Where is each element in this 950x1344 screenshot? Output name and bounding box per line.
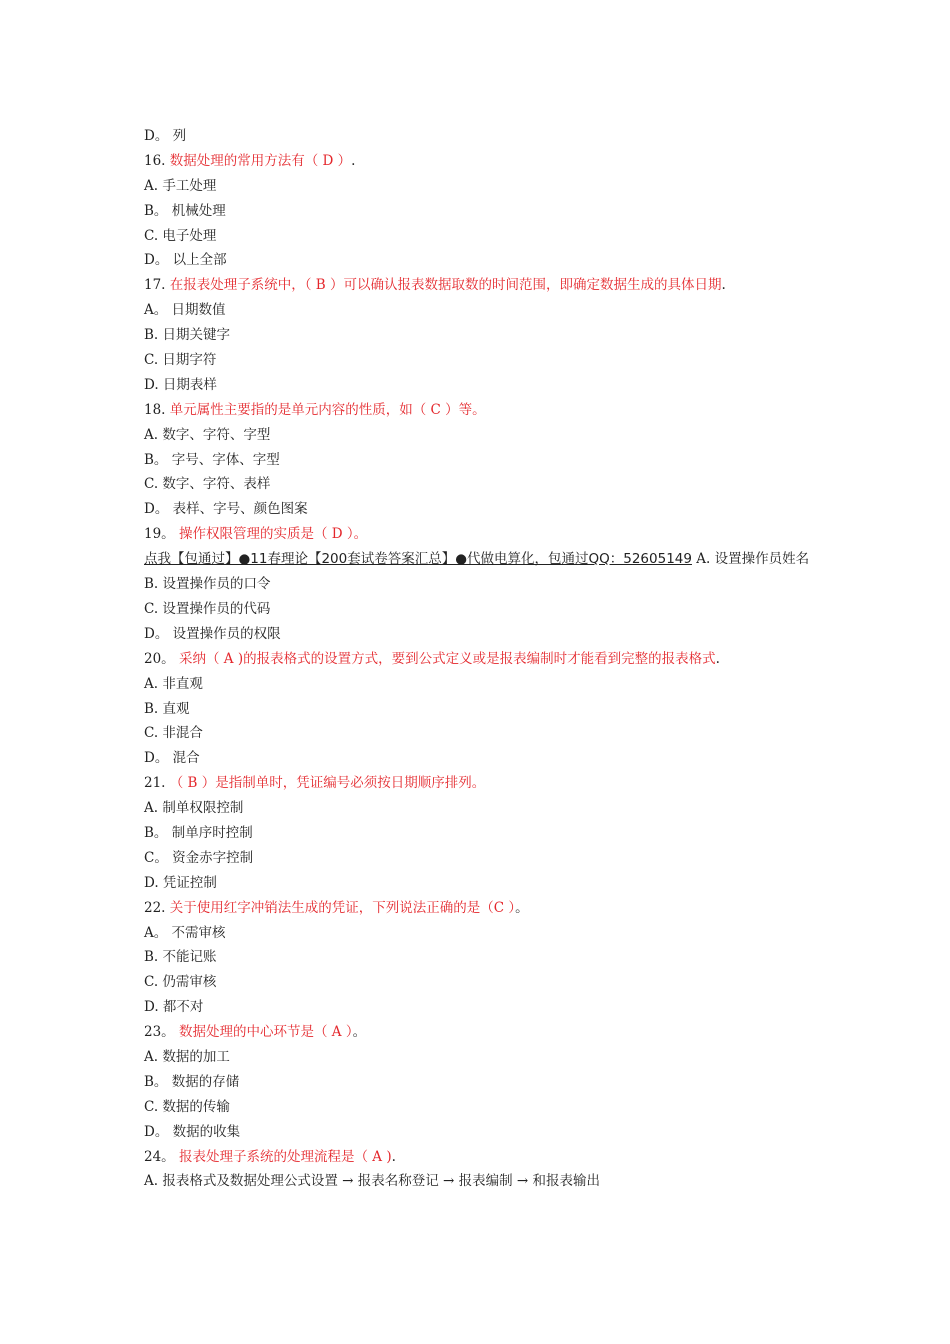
option-text: B. 设置操作员的口令 xyxy=(144,576,271,593)
option-text: B. 直观 xyxy=(144,700,190,717)
ad-link[interactable]: 点我【包通过】●11春理论【200套试卷答案汇总】●代做电算化，包通过QQ：52605149 xyxy=(144,551,692,568)
answer-option xyxy=(144,199,814,224)
answer-option xyxy=(144,472,814,497)
answer-option xyxy=(144,995,814,1020)
option-text: D. 凭证控制 xyxy=(144,874,217,891)
question-text: 采纳（ A )的报表格式的设置方式，要到公式定义或是报表编制时才能看到完整的报表格式 xyxy=(178,650,716,667)
question-suffix: 。 xyxy=(352,1024,367,1041)
option-text: D。 列 xyxy=(144,128,187,144)
question-suffix: . xyxy=(391,1148,396,1165)
question-line xyxy=(144,1145,814,1170)
option-text: A. 数字、字符、字型 xyxy=(144,426,271,443)
question-line xyxy=(144,398,814,423)
question-suffix: . xyxy=(715,650,720,667)
option-text: C. 数字、字符、表样 xyxy=(144,476,271,493)
ad-line xyxy=(144,547,814,572)
question-line xyxy=(144,1020,814,1045)
answer-option xyxy=(144,1169,814,1194)
answer-option xyxy=(144,821,814,846)
answer-option xyxy=(144,1070,814,1095)
answer-option xyxy=(144,348,814,373)
option-text: B. 不能记账 xyxy=(144,949,217,966)
answer-option xyxy=(144,672,814,697)
question-number: 16. xyxy=(144,152,170,169)
answer-option xyxy=(144,174,814,199)
option-text: A. 制单权限控制 xyxy=(144,800,244,817)
question-line xyxy=(144,273,814,298)
question-text: 单元属性主要指的是单元内容的性质，如（ C ）等。 xyxy=(169,401,486,418)
question-text: 数据处理的常用方法有（ D ） xyxy=(169,152,352,169)
option-text: B。 机械处理 xyxy=(144,202,226,219)
answer-option xyxy=(144,846,814,871)
question-number: 17. xyxy=(144,277,170,294)
answer-option xyxy=(144,1045,814,1070)
question-number: 21. xyxy=(144,775,170,792)
option-text: A. 手工处理 xyxy=(144,177,217,194)
answer-option xyxy=(144,597,814,622)
option-text: A。 不需审核 xyxy=(144,924,226,941)
question-line xyxy=(144,896,814,921)
question-text: 数据处理的中心环节是（ A ） xyxy=(178,1024,353,1041)
option-text: A。 日期数值 xyxy=(144,302,226,319)
option-text: C. 数据的传输 xyxy=(144,1098,230,1115)
answer-option xyxy=(144,1120,814,1145)
option-text: A. 非直观 xyxy=(144,675,203,692)
question-suffix: . xyxy=(351,152,356,169)
option-text: A. 设置操作员姓名 xyxy=(691,551,810,568)
question-text: 关于使用红字冲销法生成的凭证，下列说法正确的是（C ） xyxy=(169,899,516,916)
option-text: C. 非混合 xyxy=(144,725,203,742)
answer-option xyxy=(144,323,814,348)
option-text: B. 日期关键字 xyxy=(144,327,231,344)
question-number: 19。 xyxy=(144,526,179,543)
answer-option xyxy=(144,448,814,473)
question-line xyxy=(144,771,814,796)
answer-option xyxy=(144,796,814,821)
answer-option xyxy=(144,697,814,722)
option-text: D. 都不对 xyxy=(144,999,204,1016)
question-text: （ B ）是指制单时，凭证编号必须按日期顺序排列。 xyxy=(169,775,486,792)
question-number: 24。 xyxy=(144,1148,179,1165)
answer-option xyxy=(144,871,814,896)
option-text: D. 日期表样 xyxy=(144,376,217,393)
option-text: B。 制单序时控制 xyxy=(144,824,253,841)
answer-option xyxy=(144,746,814,771)
answer-option xyxy=(144,298,814,323)
answer-option xyxy=(144,248,814,273)
question-text: 报表处理子系统的处理流程是（ A ) xyxy=(178,1148,392,1165)
option-text: A. 报表格式及数据处理公式设置 → 报表名称登记 → 报表编制 → 和报表输出 xyxy=(144,1173,601,1190)
answer-option xyxy=(144,572,814,597)
answer-option xyxy=(144,945,814,970)
option-text: D。 表样、字号、颜色图案 xyxy=(144,501,308,518)
option-text: B。 字号、字体、字型 xyxy=(144,451,280,468)
question-number: 22. xyxy=(144,899,170,916)
answer-option xyxy=(144,373,814,398)
option-text: D。 以上全部 xyxy=(144,252,227,269)
option-text: C。 资金赤字控制 xyxy=(144,849,254,866)
question-number: 23。 xyxy=(144,1024,179,1041)
answer-option xyxy=(144,124,814,149)
answer-option xyxy=(144,423,814,448)
question-line xyxy=(144,522,814,547)
option-text: D。 数据的收集 xyxy=(144,1123,241,1140)
question-suffix: 。 xyxy=(515,899,529,916)
option-text: C. 设置操作员的代码 xyxy=(144,600,271,617)
answer-option xyxy=(144,721,814,746)
answer-option xyxy=(144,921,814,946)
option-text: D。 设置操作员的权限 xyxy=(144,625,281,642)
question-text: 操作权限管理的实质是（ D ）。 xyxy=(178,526,368,543)
question-text: 在报表处理子系统中，（ B ）可以确认报表数据取数的时间范围，即确定数据生成的具体日期 xyxy=(169,277,722,294)
answer-option xyxy=(144,224,814,249)
option-text: C. 仍需审核 xyxy=(144,974,217,991)
answer-option xyxy=(144,970,814,995)
question-number: 20。 xyxy=(144,650,179,667)
option-text: B。 数据的存储 xyxy=(144,1073,240,1090)
document-page xyxy=(144,124,814,1194)
option-text: D。 混合 xyxy=(144,750,200,767)
question-number: 18. xyxy=(144,401,170,418)
option-text: A. 数据的加工 xyxy=(144,1048,230,1065)
question-line xyxy=(144,149,814,174)
answer-option xyxy=(144,497,814,522)
answer-option xyxy=(144,622,814,647)
question-line xyxy=(144,647,814,672)
option-text: C. 日期字符 xyxy=(144,352,217,369)
answer-option xyxy=(144,1095,814,1120)
option-text: C. 电子处理 xyxy=(144,227,217,244)
question-suffix: . xyxy=(721,277,726,294)
